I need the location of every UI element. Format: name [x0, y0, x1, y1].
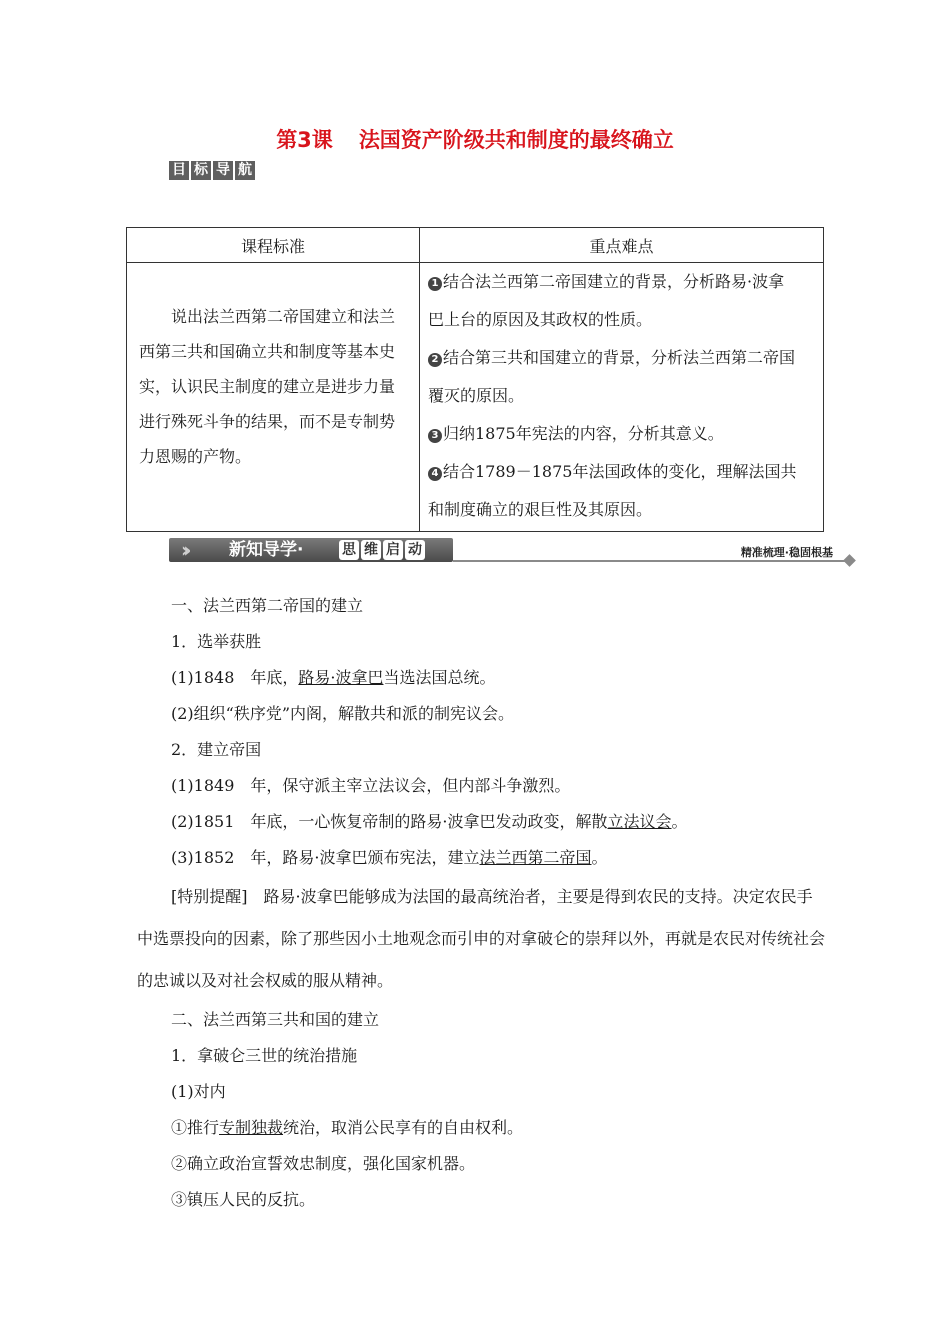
- banner-rule: [453, 560, 849, 562]
- double-chevron-icon: ››: [181, 538, 186, 562]
- key-point: 2 结合第三共和国建立的背景，分析法兰西第二帝国 覆灭的原因。: [428, 348, 796, 405]
- diamond-icon: [843, 554, 856, 567]
- banner-box-char: 动: [405, 540, 425, 560]
- banner-slogan: 精准梳理·稳固根基: [740, 546, 833, 559]
- content-line: (1)1848 年底，路易·波拿巴当选法国总统。: [171, 668, 496, 687]
- section-heading: 二、法兰西第三共和国的建立: [171, 1010, 380, 1029]
- content-line: (3)1852 年，路易·波拿巴颁布宪法，建立法兰西第二帝国。: [171, 848, 608, 867]
- key-point: 1 结合法兰西第二帝国建立的背景，分析路易·波拿 巴上台的原因及其政权的性质。: [428, 272, 785, 329]
- banner-label: 新知导学·: [229, 540, 304, 560]
- circled-number-icon: 3: [428, 429, 442, 443]
- subsection-heading: 1．选举获胜: [171, 632, 262, 651]
- subsection-heading: 1．拿破仑三世的统治措施: [171, 1046, 358, 1065]
- page-title: [0, 124, 950, 154]
- content-line: (2)组织“秩序党”内阁，解散共和派的制宪议会。: [171, 704, 515, 723]
- badge-char: 标: [191, 161, 211, 180]
- section-banner: [169, 536, 859, 566]
- lesson-name: 法国资产阶级共和制度的最终确立: [358, 128, 674, 152]
- section-heading: 一、法兰西第二帝国的建立: [171, 596, 364, 615]
- banner-boxes: [339, 540, 425, 560]
- standard-cell: [127, 263, 420, 532]
- circled-number-icon: 1: [428, 277, 442, 291]
- content-line: ②确立政治宣誓效忠制度，强化国家机器。: [171, 1154, 476, 1173]
- content-line: (2)1851 年底，一心恢复帝制的路易·波拿巴发动政变，解散立法议会。: [171, 812, 688, 831]
- goal-guide-badge: [169, 161, 255, 180]
- key-point: 4 结合1789－1875年法国政体的变化，理解法国共 和制度确立的艰巨性及其原因。: [428, 462, 797, 519]
- circled-number-icon: 2: [428, 353, 442, 367]
- key-point: 3 归纳1875年宪法的内容，分析其意义。: [428, 415, 815, 453]
- banner-box-char: 启: [383, 540, 403, 560]
- standard-text: 说出法兰西第二帝国建立和法兰西第三共和国确立共和制度等基本史实，认识民主制度的建立是进步力量进行殊死斗争的结果，而不是专制势力恩赐的产物。: [139, 307, 396, 466]
- badge-char: 目: [169, 161, 189, 180]
- banner-box-char: 思: [339, 540, 359, 560]
- content-line: (1)对内: [171, 1082, 226, 1101]
- key-points-header: 重点难点: [420, 228, 824, 263]
- lesson-number: 第3课: [276, 128, 333, 152]
- banner-box-char: 维: [361, 540, 381, 560]
- circled-number-icon: 4: [428, 467, 442, 481]
- key-points-cell: [420, 263, 824, 532]
- special-reminder: [特别提醒] 路易·波拿巴能够成为法国的最高统治者，主要是得到农民的支持。决定农民手中选票投向的因素，除了那些因小土地观念而引申的对拿破仑的崇拜以外，再就是农民对传统社会的忠诚以及对社会权威的服从精神。: [137, 887, 826, 990]
- content-line: ③镇压人民的反抗。: [171, 1190, 316, 1209]
- content-line: ①推行专制独裁统治，取消公民享有的自由权利。: [171, 1118, 524, 1137]
- subsection-heading: 2．建立帝国: [171, 740, 262, 759]
- lesson-content: [137, 588, 827, 1218]
- standards-table: [126, 227, 824, 532]
- badge-char: 航: [235, 161, 255, 180]
- content-line: (1)1849 年，保守派主宰立法议会，但内部斗争激烈。: [171, 776, 571, 795]
- badge-char: 导: [213, 161, 233, 180]
- standard-header: 课程标准: [127, 228, 420, 263]
